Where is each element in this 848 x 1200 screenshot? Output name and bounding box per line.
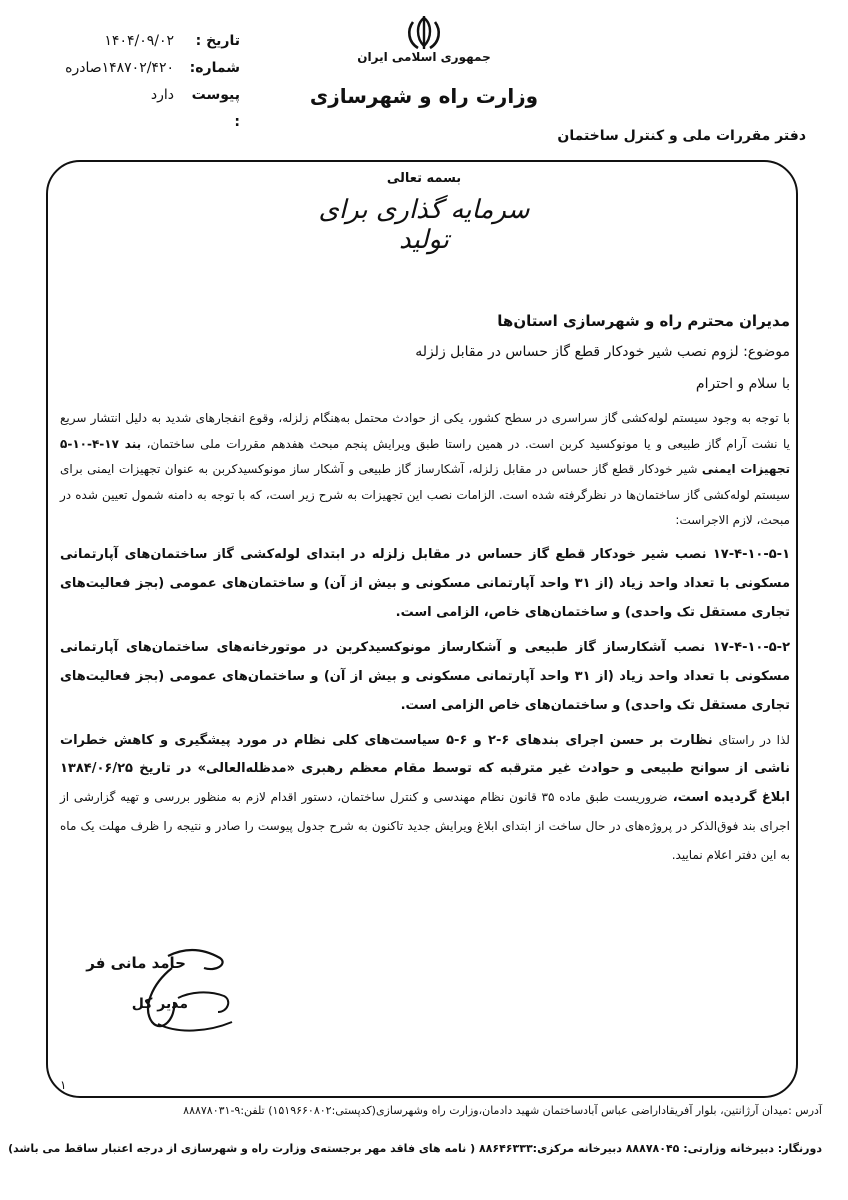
date-row [40,28,240,55]
number-row [40,55,240,82]
invocation: بسمه تعالی [386,171,462,186]
slogan: سرمایه گذاری برای تولید [318,195,530,255]
footer-address: آدرس :میدان آرژانتین، بلوار آفریقاداراضی عباس آبادساختمان شهید دادمان،وزارت راه وشهرسازی(کدپستی:۱۵۱۹۶۶۰۸۰۲) تلفن:۹-۸۸۸۷۸۰۳۱ [183,1104,822,1117]
paragraph-request [60,726,790,870]
footer-fax: دورنگار: دبیرخانه وزارتی: ۸۸۸۷۸۰۴۵ دبیرخانه مرکزی:۸۸۶۴۶۳۳۳ ( نامه های فاقد مهر برجسته‌ی وزارت راه و شهرسازی از درجه اعتبار ساقط می باشد) [8,1142,822,1155]
signature [86,938,248,1048]
intro-clause-ref: بند ۱۷-۴-۱۰-۵ تجهیزات ایمنی [60,436,790,476]
number-value: ۱۴۸۷۰۲/۴۲۰صادره [65,60,174,76]
page-number: ۱ [60,1078,67,1092]
paragraph-intro [60,406,790,534]
intro-text-continued: شیر خودکار قطع گاز حساس در مقابل زلزله، آشکارساز گاز طبیعی و آشکار ساز مونوکسیدکربن به عنوان تجهیزات ایمنی برای سیستم لوله‌کشی گاز ساختمان‌ها در نظرگرفته شده است. الزامات نصب این تجهیزات به شرح زیر است، که با توجه به دامنه شمول تعیین شده در مبحث، لازم الاجراست: [60,462,790,527]
svg-text:حامد مانی فر: حامد مانی فر [86,954,186,972]
iran-emblem-icon [404,14,444,52]
attachment-label: پیوست : [191,87,240,130]
svg-text:مدیر کل: مدیر کل [131,996,188,1012]
letter-content [60,312,790,876]
request-bold: نظارت بر حسن اجرای بندهای ۶-۲ و ۶-۵ سیاست‌های کلی نظام در مورد پیشگیری و کاهش خطرات ناشی از سوانح طبیعی و حوادث غیر مترقبه که توسط مقام معظم رهبری «مدظله‌العالی» در تاریخ ۱۳۸۴/۰۶/۲۵ ابلاغ گردیده است، [60,732,790,805]
clause-2: ۱۷-۴-۱۰-۵-۲ نصب آشکارساز گاز طبیعی و آشکارساز مونوکسیدکربن در موتورخانه‌های ساختمان‌های آپارتمانی مسکونی با تعداد واحد زیاد (از ۳۱ واحد آپارتمانی مسکونی و بیش از آن) و ساختمان‌های عمومی (بجز فعالیت‌های تجاری مستقل تک واحدی) و ساختمان‌های خاص الزامی است. [60,639,790,713]
date-label: تاریخ : [195,33,240,49]
subject: موضوع: لزوم نصب شیر خودکار قطع گاز حساس در مقابل زلزله [415,344,790,360]
intro-text: با توجه به وجود سیستم لوله‌کشی گاز سراسری در سطح کشور، یکی از حوادث محتمل به‌هنگام زلزله، وقوع انفجارهای شدید به دلیل انتشار سریع یا نشت آرام گاز طبیعی و یا مونوکسید کربن است. در همین راستا طبق ویرایش پنجم مبحث هفدهم مقررات ملی ساختمان، [60,411,790,451]
clause-1: ۱۷-۴-۱۰-۵-۱ نصب شیر خودکار قطع گاز حساس در مقابل زلزله در ابتدای لوله‌کشی گاز ساختمان‌های آپارتمانی مسکونی با تعداد واحد زیاد (از ۳۱ واحد آپارتمانی مسکونی و بیش از آن) و ساختمان‌های عمومی (بجز فعالیت‌های تجاری مستقل تک واحدی) و ساختمان‌های خاص، الزامی است. [60,546,790,620]
office-title: دفتر مقررات ملی و کنترل ساختمان [557,128,806,144]
number-label: شماره: [189,60,240,76]
greeting: با سلام و احترام [695,376,790,392]
republic-title: جمهوری اسلامی ایران [357,50,491,64]
attachment-row [40,82,240,136]
ministry-title: وزارت راه و شهرسازی [309,84,539,108]
date-value: ۱۴۰۴/۰۹/۰۲ [104,33,174,49]
recipient: مدیران محترم راه و شهرسازی استان‌ها [497,312,790,330]
request-body: ضروریست طبق ماده ۳۵ قانون نظام مهندسی و کنترل ساختمان، دستور اقدام لازم به منظور بررسی و تهیه گزارشی از اجرای بند فوق‌الذکر در پروژه‌های در حال ساخت از ابتدای ابلاغ ویرایش جدید تاکنون به شرح جدول پیوست را صادر و نتیجه را ظرف مهلت یک ماه به این دفتر اعلام نمایید. [60,789,790,862]
request-lead: لذا در راستای [718,732,790,747]
letter-metadata [40,28,240,136]
attachment-value: دارد [150,87,174,103]
